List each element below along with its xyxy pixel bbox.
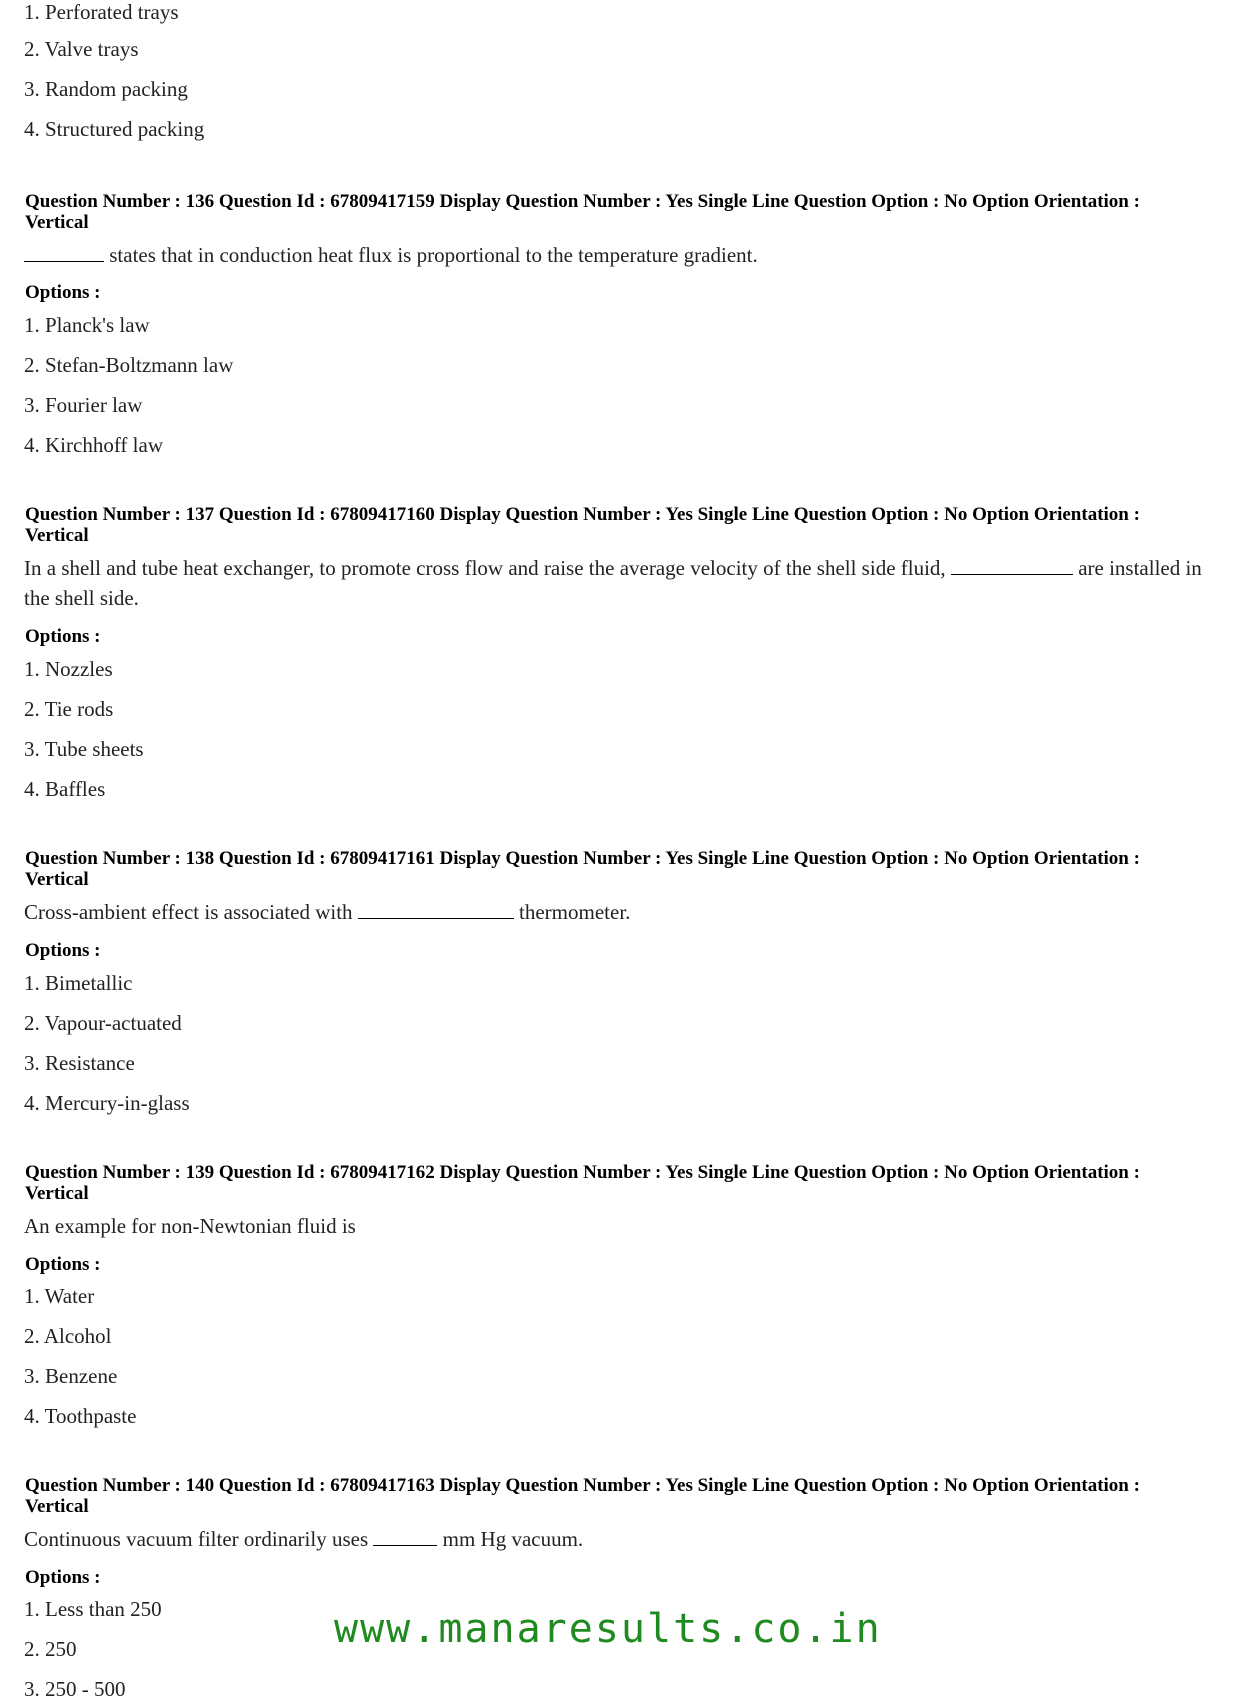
q137-option-2: 2. Tie rods (24, 697, 114, 721)
q138-option-4: 4. Mercury-in-glass (24, 1091, 190, 1115)
q140-text-before: Continuous vacuum filter ordinarily uses (24, 1527, 369, 1551)
q140-options-label: Options : (25, 1567, 101, 1588)
q137-text (24, 553, 1204, 613)
q136-option-4: 4. Kirchhoff law (24, 433, 163, 457)
q140-text (24, 1524, 583, 1554)
prev-option-2: 2. Valve trays (24, 37, 139, 61)
q138-option-1: 1. Bimetallic (24, 971, 133, 995)
q137-options-label: Options : (25, 626, 101, 647)
q138-header: Question Number : 138 Question Id : 67809417161 Display Question Number : Yes Single Line Question Option : No Option Orientation : Vertical (25, 848, 1140, 890)
q136-text (24, 240, 758, 270)
prev-option-3: 3. Random packing (24, 77, 188, 101)
q136-header: Question Number : 136 Question Id : 67809417159 Display Question Number : Yes Single Line Question Option : No Option Orientation : Vertical (25, 191, 1140, 233)
q138-option-3: 3. Resistance (24, 1051, 135, 1075)
q137-header: Question Number : 137 Question Id : 67809417160 Display Question Number : Yes Single Line Question Option : No Option Orientation : Vertical (25, 504, 1140, 546)
fill-blank (373, 1527, 437, 1546)
q138-text-after: thermometer. (519, 900, 631, 924)
fill-blank (951, 556, 1073, 575)
q136-option-3: 3. Fourier law (24, 393, 143, 417)
q140-option-1: 1. Less than 250 (24, 1597, 162, 1621)
q139-option-1: 1. Water (24, 1284, 95, 1308)
q136-option-2: 2. Stefan-Boltzmann law (24, 353, 234, 377)
q138-text (24, 897, 630, 927)
q139-header: Question Number : 139 Question Id : 67809417162 Display Question Number : Yes Single Line Question Option : No Option Orientation : Vertical (25, 1162, 1140, 1204)
q140-option-3: 3. 250 - 500 (24, 1677, 126, 1701)
q140-text-after: mm Hg vacuum. (442, 1527, 584, 1551)
q139-text: An example for non-Newtonian fluid is (24, 1214, 356, 1238)
q137-option-1: 1. Nozzles (24, 657, 113, 681)
q138-text-before: Cross-ambient effect is associated with (24, 900, 353, 924)
q137-text-before: In a shell and tube heat exchanger, to promote cross flow and raise the average velocity of the shell side fluid, (24, 556, 946, 580)
q136-options-label: Options : (25, 282, 101, 303)
q136-text-after: states that in conduction heat flux is proportional to the temperature gradient. (109, 243, 758, 267)
q137-text-after: are installed in the shell side. (24, 556, 1202, 610)
q140-option-2: 2. 250 (24, 1637, 77, 1661)
q139-options-label: Options : (25, 1254, 101, 1275)
prev-option-4: 4. Structured packing (24, 117, 205, 141)
q136-option-1: 1. Planck's law (24, 313, 150, 337)
fill-blank (358, 900, 514, 919)
site-watermark: www.manaresults.co.in (334, 1606, 882, 1652)
q139-option-2: 2. Alcohol (24, 1324, 112, 1348)
q138-options-label: Options : (25, 940, 101, 961)
q140-header: Question Number : 140 Question Id : 67809417163 Display Question Number : Yes Single Line Question Option : No Option Orientation : Vertical (25, 1475, 1140, 1517)
prev-option-1: 1. Perforated trays (24, 0, 179, 24)
fill-blank (24, 243, 104, 262)
q138-option-2: 2. Vapour-actuated (24, 1011, 182, 1035)
q139-option-4: 4. Toothpaste (24, 1404, 137, 1428)
q137-option-3: 3. Tube sheets (24, 737, 144, 761)
q137-option-4: 4. Baffles (24, 777, 106, 801)
q139-option-3: 3. Benzene (24, 1364, 118, 1388)
